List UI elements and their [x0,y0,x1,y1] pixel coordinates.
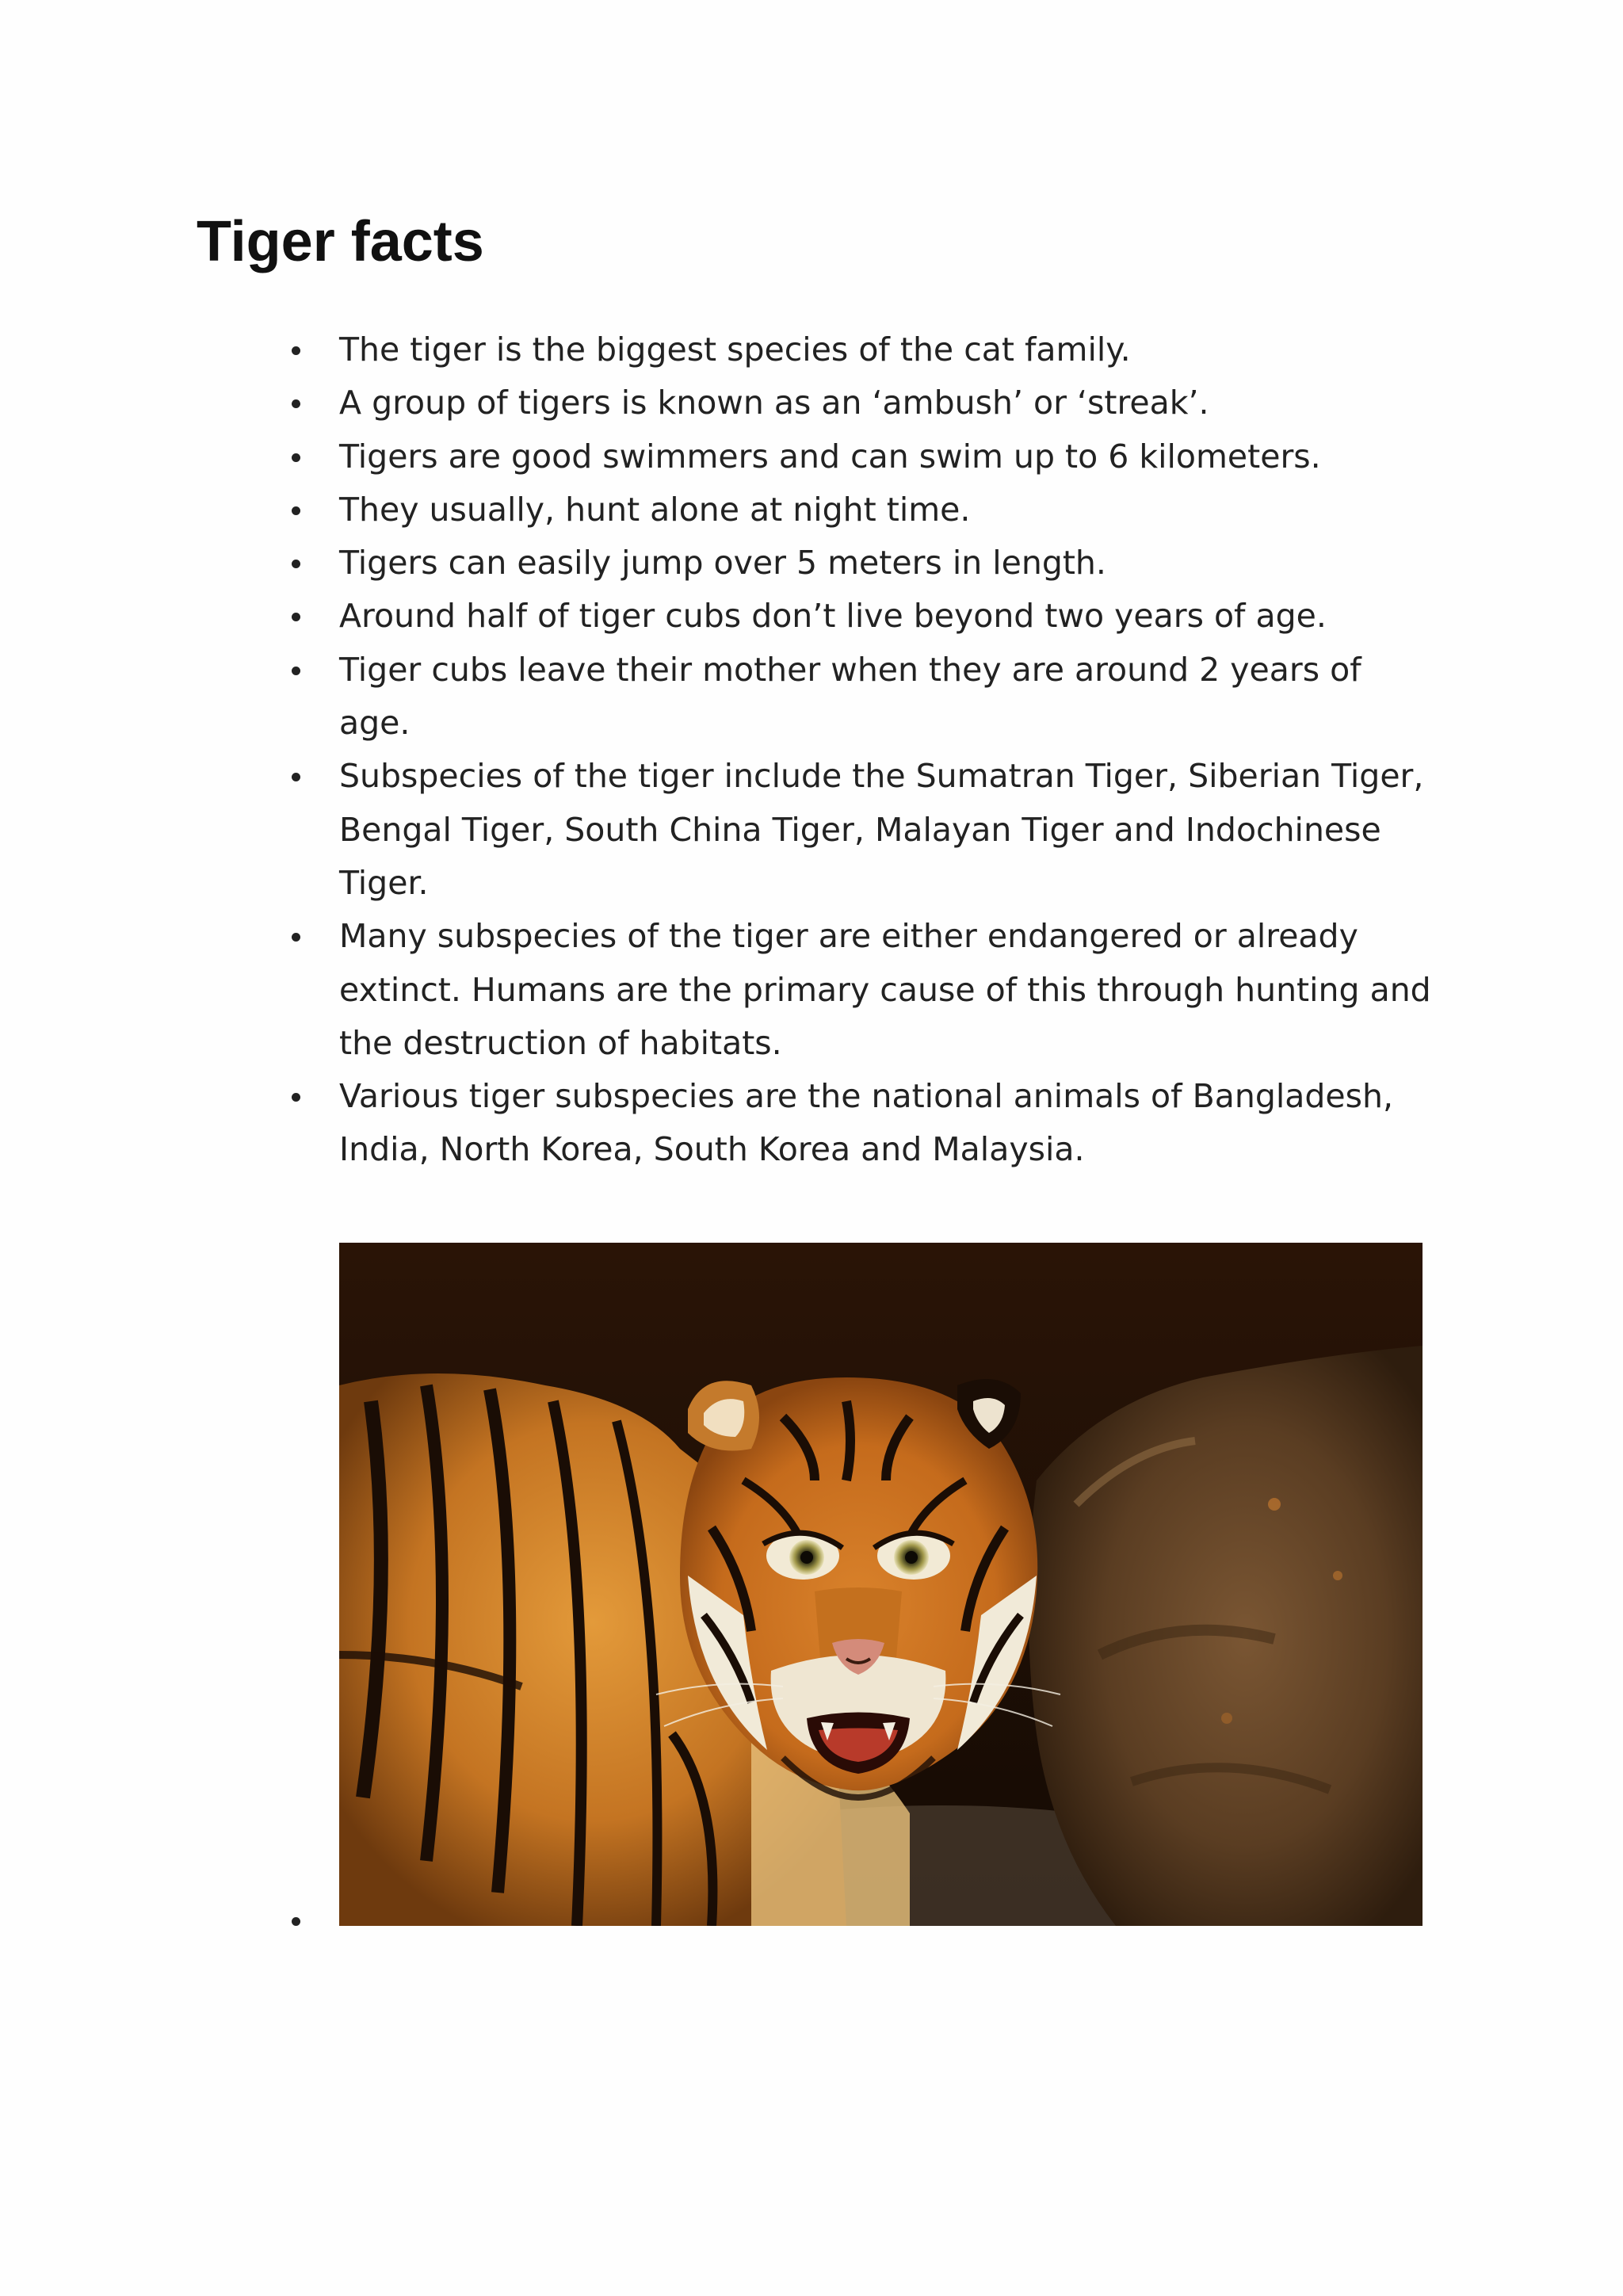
list-item [269,537,1434,590]
fact-text: Around half of tiger cubs don’t live beyond two years of age. [339,597,1327,636]
bullet-icon [292,346,300,355]
image-list-item [269,1243,1434,1932]
list-item [269,590,1434,643]
bullet-icon [292,560,300,568]
bullet-icon [292,1093,300,1102]
page-title: Tiger facts [197,210,484,273]
fact-text: Various tiger subspecies are the national animals of Bangladesh, India, North Korea, South Korea and Malaysia. [339,1077,1393,1169]
fact-text: A group of tigers is known as an ‘ambush’ or ‘streak’. [339,384,1209,422]
fact-text: They usually, hunt alone at night time. [339,490,971,529]
bullet-icon [292,506,300,515]
bullet-icon [292,613,300,621]
list-item [269,910,1434,1070]
list-item [269,376,1434,430]
bullet-icon [292,773,300,781]
bullet-icon [292,453,300,462]
list-item [269,483,1434,537]
tiger-photo [339,1243,1423,1926]
list-item [269,323,1434,376]
fact-text: Many subspecies of the tiger are either endangered or already extinct. Humans are the primary cause of this through hunting and the destruction of habitats. [339,917,1431,1062]
list-item [269,750,1434,910]
tiger-facts-list [269,323,1434,1177]
list-item [269,644,1434,751]
bullet-icon [292,667,300,675]
fact-text: Subspecies of the tiger include the Sumatran Tiger, Siberian Tiger, Bengal Tiger, South China Tiger, Malayan Tiger and Indochinese Tiger. [339,757,1424,902]
bullet-icon [292,933,300,942]
fact-text: Tigers are good swimmers and can swim up to 6 kilometers. [339,437,1321,476]
bullet-icon [292,1917,300,1926]
fact-text: Tiger cubs leave their mother when they are around 2 years of age. [339,650,1361,743]
list-item [269,1070,1434,1177]
list-item [269,430,1434,483]
bullet-icon [292,399,300,408]
fact-text: The tiger is the biggest species of the cat family. [339,330,1131,369]
fact-text: Tigers can easily jump over 5 meters in length. [339,544,1106,583]
